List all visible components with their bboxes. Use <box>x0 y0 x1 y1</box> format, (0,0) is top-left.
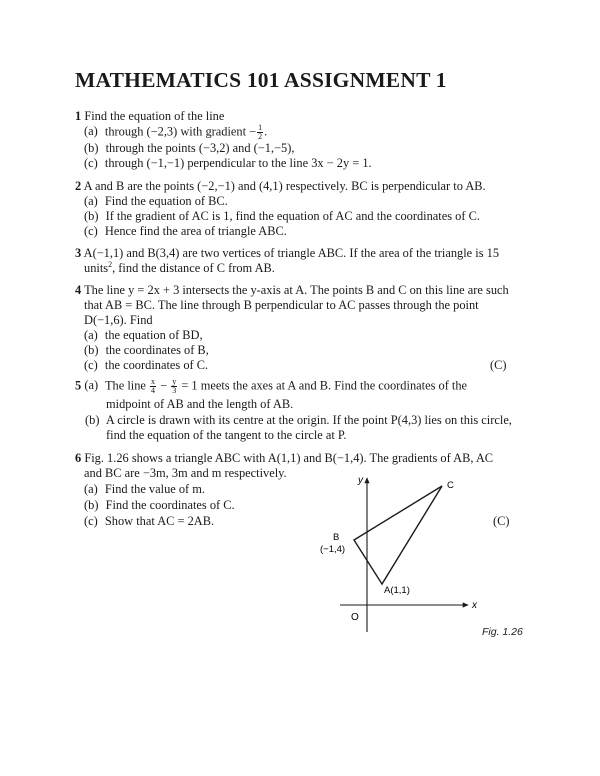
q5-b-line2-text: find the equation of the tangent to the circle at P. <box>106 428 347 442</box>
q2-c-text: Hence find the area of triangle ABC. <box>104 224 287 238</box>
q4-b-text: the coordinates of B, <box>105 343 209 357</box>
q5-b-line2 <box>106 428 347 442</box>
q6-part-a <box>84 482 205 496</box>
q6-c-text: Show that AC = 2AB. <box>104 514 215 528</box>
q4-c-text: the coordinates of C. <box>104 358 209 372</box>
q4-line1-text: The line y = 2x + 3 intersects the y-axis at A. The points B and C on this line are such <box>84 283 509 297</box>
q4-mark: (C) <box>490 358 507 372</box>
q6-line2 <box>84 466 287 480</box>
q5-fraction-x <box>150 378 156 395</box>
q1-b-label: (b) <box>84 141 99 155</box>
q1-a-label: (a) <box>84 124 98 139</box>
vertex-b-label: B <box>333 532 340 543</box>
q4-number: 4 <box>75 283 82 297</box>
q5-b-text: A circle is drawn with its centre at the origin. If the point P(4,3) lies on this circle, <box>105 413 512 427</box>
vertex-a-label: A(1,1) <box>384 585 410 596</box>
q4-line3-text: D(−1,6). Find <box>84 313 153 327</box>
q5-f2-numerator: y <box>172 377 177 386</box>
q5-minus: − <box>160 378 168 393</box>
q4-c-label: (c) <box>84 358 98 372</box>
x-axis-label: x <box>472 600 477 611</box>
q4-part-c <box>84 358 208 372</box>
q3-line2-text: , find the distance of C from AB. <box>112 261 275 275</box>
q5-fraction-y <box>171 378 177 395</box>
q5-a-pre: The line <box>104 378 146 393</box>
q2-stem <box>75 179 486 193</box>
origin-label: O <box>351 612 359 623</box>
q6-line2-text: and BC are −3m, 3m and m respectively. <box>84 466 287 480</box>
q2-stem-text: A and B are the points (−2,−1) and (4,1) respectively. BC is perpendicular to AB. <box>83 179 486 193</box>
triangle-abc <box>354 486 442 584</box>
q3-number: 3 <box>75 246 82 260</box>
q5-f1-denominator: 4 <box>151 386 156 395</box>
q6-line1 <box>75 451 493 465</box>
q1-part-a: (a) through (−2,3) with gradient − $\frac{1}{2}$ . <box>84 123 268 141</box>
q2-part-a <box>84 194 228 208</box>
q5-a-post: = 1 meets the axes at A and B. Find the coordinates of the <box>181 378 468 393</box>
q6-line1-text: Fig. 1.26 shows a triangle ABC with A(1,1) and B(−1,4). The gradients of AB, AC <box>84 451 494 465</box>
q2-b-label: (b) <box>84 209 99 223</box>
q5-a-line2-text: midpoint of AB and the length of AB. <box>106 397 294 411</box>
vertex-b-coords: (−1,4) <box>320 544 346 555</box>
q4-part-a <box>84 328 203 342</box>
q3-units-superscript: 2 <box>108 260 113 269</box>
q4-line2 <box>84 298 479 312</box>
vertex-c-label: C <box>447 480 454 491</box>
q2-part-b <box>84 209 480 223</box>
q4-part-b <box>84 343 209 357</box>
q1-stem-text: Find the equation of the line <box>84 109 225 123</box>
q6-a-label: (a) <box>84 482 98 496</box>
q4-a-label: (a) <box>84 328 98 342</box>
q6-b-text: Find the coordinates of C. <box>105 498 235 512</box>
q5-part-a <box>75 378 467 395</box>
q1-part-c <box>84 156 372 170</box>
q5-f1-numerator: x <box>151 377 156 386</box>
q5-a-label: (a) <box>84 378 99 393</box>
q1-number: 1 <box>75 109 82 123</box>
q6-part-b <box>84 498 235 512</box>
q1-c-text: through (−1,−1) perpendicular to the line 3x − 2y = 1. <box>104 156 372 170</box>
q1-a-text: through (−2,3) with gradient − <box>104 124 257 139</box>
q2-b-text: If the gradient of AC is 1, find the equation of AC and the coordinates of C. <box>105 209 480 223</box>
q6-part-c <box>84 514 214 528</box>
q6-number: 6 <box>75 451 82 465</box>
q6-mark: (C) <box>493 514 510 528</box>
q6-c-label: (c) <box>84 514 98 528</box>
q1-stem <box>75 109 224 123</box>
q5-f2-denominator: 3 <box>172 386 177 395</box>
q3-line1 <box>75 246 499 260</box>
q4-b-label: (b) <box>84 343 99 357</box>
q1-part-b <box>84 141 294 155</box>
q2-a-text: Find the equation of BC. <box>104 194 228 208</box>
q5-part-b <box>85 413 512 427</box>
q3-line2 <box>84 261 275 275</box>
q6-a-text: Find the value of m. <box>104 482 206 496</box>
q4-line2-text: that AB = BC. The line through B perpendicular to AC passes through the point <box>84 298 479 312</box>
q5-number: 5 <box>75 378 82 393</box>
q2-number: 2 <box>75 179 82 193</box>
q1-a-fraction <box>257 124 263 141</box>
q2-c-label: (c) <box>84 224 98 238</box>
q3-units: units <box>84 261 109 275</box>
q1-c-label: (c) <box>84 156 98 170</box>
q4-line3 <box>84 313 153 327</box>
q1-a-frac-numerator: 1 <box>258 123 263 132</box>
q3-line1-text: A(−1,1) and B(3,4) are two vertices of triangle ABC. If the area of the triangle is 15 <box>83 246 500 260</box>
q6-b-label: (b) <box>84 498 99 512</box>
y-axis-label: y <box>358 475 363 486</box>
figure-caption: Fig. 1.26 <box>482 626 523 638</box>
q1-b-text: through the points (−3,2) and (−1,−5), <box>105 141 295 155</box>
page-title: MATHEMATICS 101 ASSIGNMENT 1 <box>75 68 447 92</box>
q2-part-c <box>84 224 287 238</box>
q5-b-label: (b) <box>85 413 100 427</box>
q4-line1 <box>75 283 509 297</box>
q4-a-text: the equation of BD, <box>104 328 203 342</box>
q2-a-label: (a) <box>84 194 98 208</box>
q1-a-frac-denominator: 2 <box>258 132 263 141</box>
q5-a-line2 <box>106 397 293 411</box>
